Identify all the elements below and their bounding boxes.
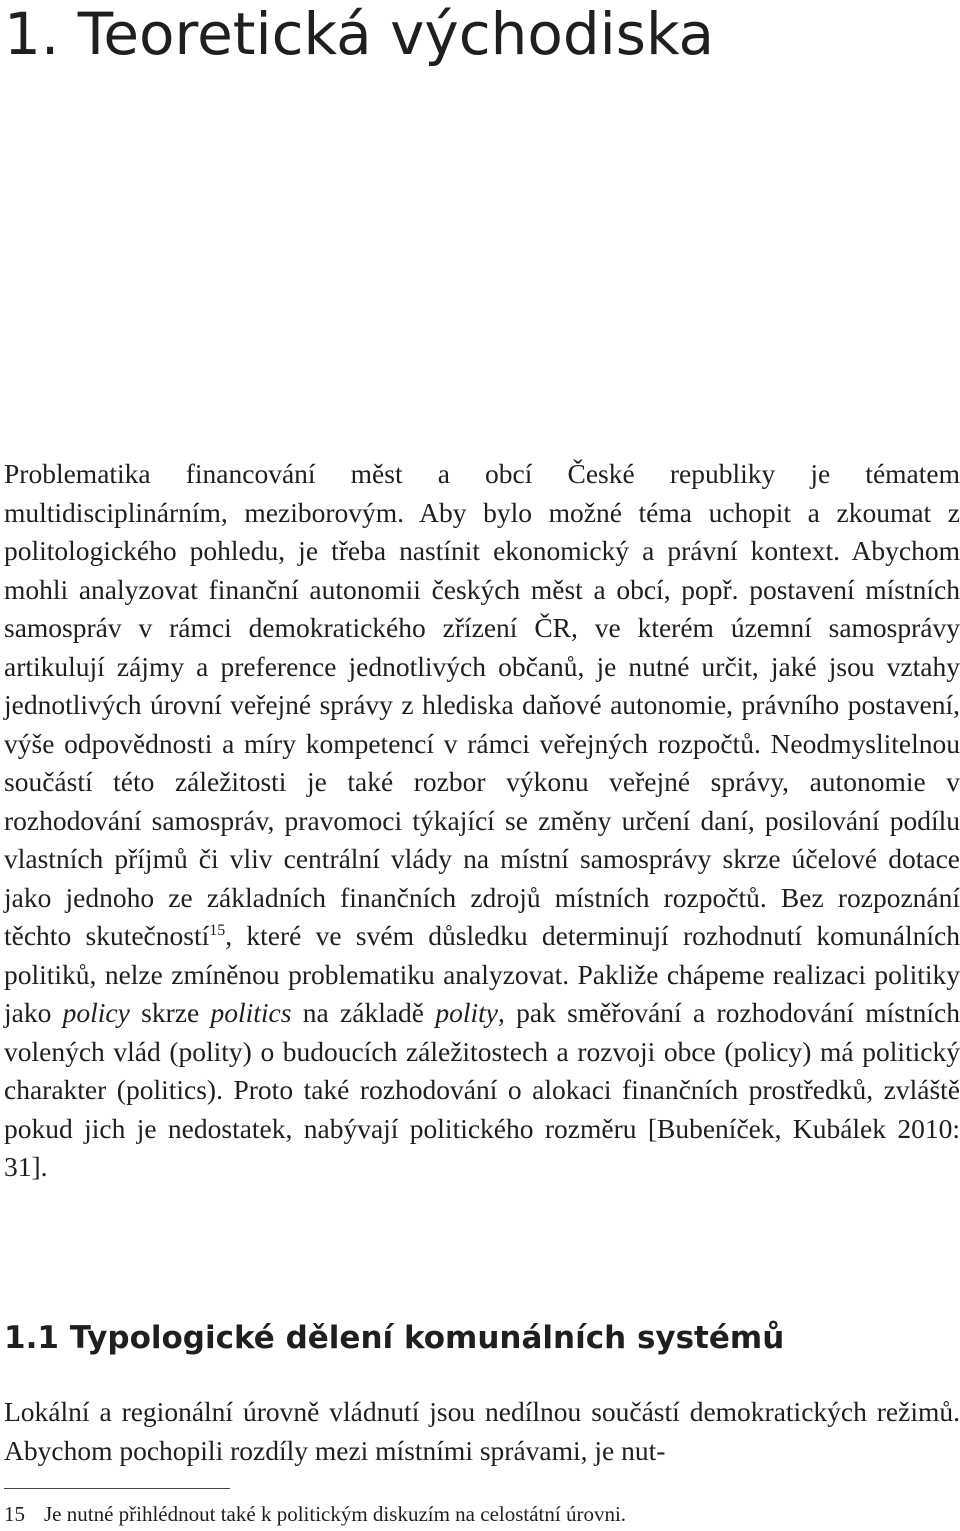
section-heading: 1.1 Typologické dělení komunálních systémů [4, 1320, 785, 1356]
term-policy: policy [62, 997, 130, 1028]
chapter-title: 1. Teoretická východiska [4, 0, 715, 68]
term-politics: politics [210, 997, 292, 1028]
footnote-number: 15 [4, 1502, 25, 1526]
body-paragraph [4, 455, 960, 1187]
term-polity: polity [435, 997, 498, 1028]
paragraph-text: skrze [129, 997, 211, 1028]
paragraph-text: na základě [291, 997, 436, 1028]
footnote-text: Je nutné přihlédnout také k politickým diskuzím na celostátní úrovni. [44, 1502, 627, 1526]
paragraph-text: Problematika financování měst a obcí České republiky je tématem multidisciplinárním, meziborovým. Aby bylo možné téma uchopit a zkoumat z politologického pohledu, je třeba nastínit ekonomický a právní kontext. Abychom mohli analyzovat finanční autonomii českých měst a obcí, popř. postavení místních samospráv v rámci demokratického zřízení ČR, ve kterém územní samosprávy artikulují zájmy a preference jednotlivých občanů, je nutné určit, jaké jsou vztahy jednotlivých úrovní veřejné správy z hlediska daňové autonomie, právního postavení, výše odpovědnosti a míry kompetencí v rámci veřejných rozpočtů. Neodmyslitelnou součástí této záležitosti je také rozbor výkonu veřejné správy, autonomie v rozhodování samospráv, pravomoci týkající se změny určení daní, posilování podílu vlastních příjmů či vliv centrální vlády na místní samosprávy skrze účelové dotace jako jednoho ze základních finančních zdrojů místních rozpočtů. Bez rozpoznání těchto skutečností [4, 458, 960, 951]
paragraph-text: , pak směřování a rozhodování místních volených vlád (polity) o budoucích záležitostech a rozvoji obce (policy) má politický charakter (politics). Proto také rozhodování o alokaci finančních prostředků, zvláště pokud jich je nedostatek, nabývají politického rozměru [Bubeníček, Kubálek 2010: 31]. [4, 997, 960, 1182]
body-paragraph: Lokální a regionální úrovně vládnutí jsou nedílnou součástí demokratických režimů. Abychom pochopili rozdíly mezi místními správami, je nut- [4, 1396, 960, 1466]
paragraph-text: , které ve svém důsledku determinují rozhodnutí komunálních politiků, nelze zmíněnou problematiku analyzovat. Pakliže chápeme realizaci politiky jako [4, 920, 960, 1028]
footnote-reference[interactable]: 15 [209, 921, 226, 939]
footnote-divider [4, 1488, 230, 1489]
footnote [4, 1500, 626, 1528]
